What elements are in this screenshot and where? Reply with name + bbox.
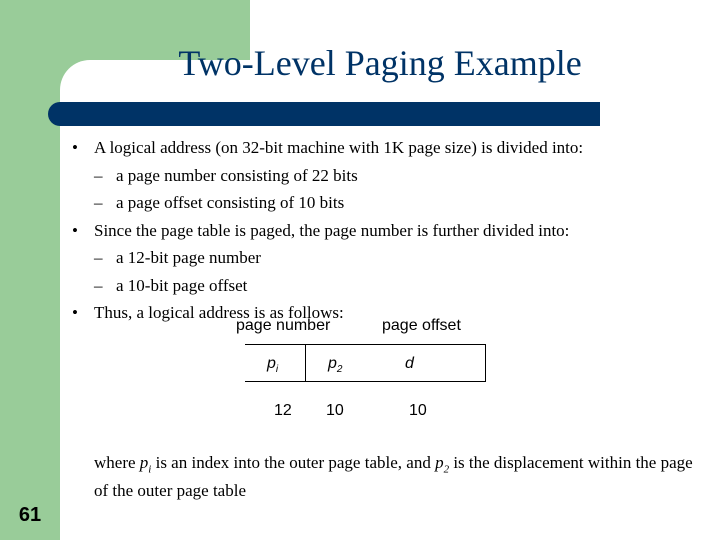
sub-text: a 12-bit page number: [116, 248, 261, 267]
sub-item: [72, 162, 712, 190]
bullet-item: [72, 217, 712, 245]
slide-number: 61: [18, 504, 42, 526]
header-page-number: page number: [236, 317, 331, 334]
note-p2-sub: 2: [443, 463, 450, 476]
field-p2-base: p: [328, 355, 337, 372]
bits-d: 10: [409, 402, 427, 419]
dash: –: [94, 165, 103, 185]
dash: –: [94, 248, 103, 267]
field-p1-base: p: [267, 355, 276, 372]
explanation-note: [94, 452, 694, 502]
field-p1: [267, 355, 278, 375]
header-page-offset: page offset: [382, 317, 461, 334]
bits-p2: 10: [326, 402, 344, 419]
sub-item: [72, 272, 712, 300]
note-text: is an index into the outer page table, and: [151, 453, 436, 472]
note-p1-sub: i: [148, 463, 152, 476]
dash: –: [94, 193, 103, 212]
field-d: d: [405, 355, 414, 372]
sub-item: [72, 189, 712, 217]
bullet-dot: •: [72, 138, 78, 157]
sub-text: a 10-bit page offset: [116, 275, 248, 295]
field-divider: [305, 345, 306, 381]
dash: –: [94, 275, 103, 295]
bullet-list: [72, 134, 712, 327]
decor-navy-bar: [48, 102, 600, 126]
slide-title: Two-Level Paging Example: [178, 43, 582, 83]
bits-p1: 12: [274, 402, 292, 419]
note-text: where: [94, 453, 140, 472]
bullet-text: Since the page table is paged, the page number is further divided into:: [94, 220, 570, 240]
sub-item: [72, 244, 712, 272]
note-p1-base: p: [139, 453, 149, 472]
sub-text: a page offset consisting of 10 bits: [116, 193, 345, 212]
bullet-text: A logical address (on 32-bit machine with 1K page size) is divided into:: [94, 138, 584, 157]
field-p2-sub: 2: [336, 364, 343, 376]
decor-green-sidebar: [0, 0, 60, 540]
field-p1-sub: i: [275, 364, 279, 376]
bullet-item: [72, 134, 712, 162]
note-text: is the displacement within the page of the outer page table: [94, 453, 693, 501]
logical-address-box: [245, 344, 486, 382]
bullet-dot: •: [72, 220, 78, 240]
sub-text: a page number consisting of 22 bits: [116, 165, 358, 185]
note-p2-base: p: [435, 453, 444, 472]
bullet-dot: •: [72, 303, 78, 322]
field-p2: [328, 355, 342, 375]
bullet-text: Thus, a logical address is as follows:: [94, 303, 344, 322]
